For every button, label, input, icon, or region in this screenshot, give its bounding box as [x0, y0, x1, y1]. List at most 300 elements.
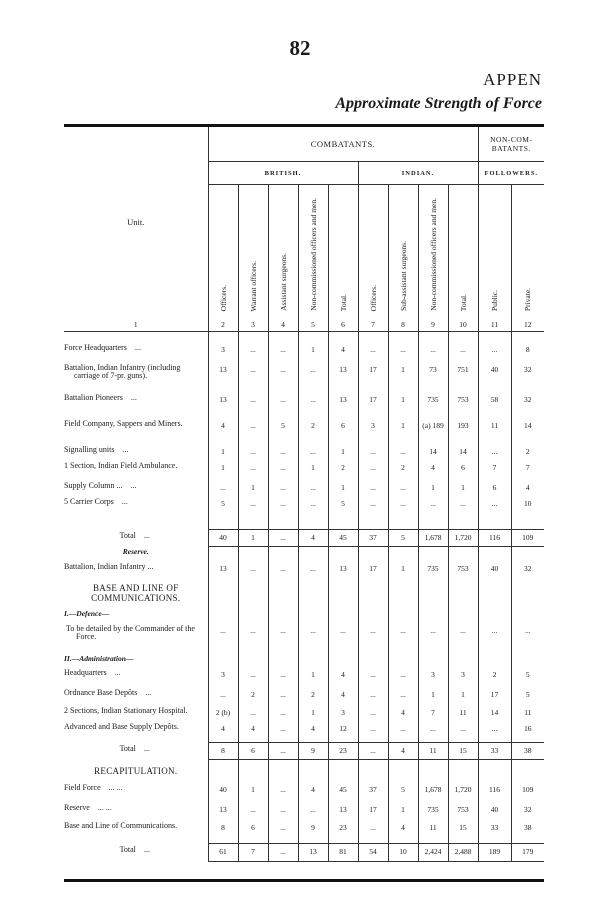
value-cell: 3 — [418, 667, 448, 687]
value-cell: 1 — [418, 687, 448, 705]
value-cell: 10 — [388, 844, 418, 862]
unit-label: 1 Section, Indian Field Ambulance. — [64, 460, 178, 470]
empty-cell — [448, 760, 478, 782]
value-cell: 4 — [208, 418, 238, 444]
table-row — [64, 667, 544, 687]
empty-cell — [478, 581, 511, 605]
table-row — [64, 820, 544, 844]
value-cell: 4 — [388, 705, 418, 721]
empty-cell — [418, 651, 448, 667]
value-cell: 116 — [478, 782, 511, 802]
leader-dots: ... — [130, 392, 137, 402]
value-cell: 13 — [208, 561, 238, 581]
table-row — [64, 418, 544, 444]
unit-label: Total — [119, 530, 136, 540]
value-cell: 2 — [511, 444, 544, 460]
value-cell: 40 — [478, 561, 511, 581]
value-cell: 40 — [478, 802, 511, 820]
column-header-label: Total. — [458, 293, 468, 311]
value-cell: 11 — [418, 743, 448, 760]
empty-cell — [511, 332, 544, 342]
value-cell: ... — [448, 342, 478, 362]
unit-cell — [64, 392, 208, 418]
value-cell: ... — [511, 623, 544, 651]
value-cell: 1 — [238, 782, 268, 802]
leader-dots: ... — [145, 687, 152, 697]
empty-cell — [328, 516, 358, 530]
value-cell: 23 — [328, 820, 358, 844]
value-cell: 4 — [328, 687, 358, 705]
value-cell: ... — [268, 743, 298, 760]
empty-cell — [328, 605, 358, 623]
value-cell: 13 — [208, 362, 238, 392]
value-cell: ... — [268, 721, 298, 743]
leader-dots: ... — [114, 667, 121, 677]
combatants-header: COMBATANTS. — [208, 127, 478, 162]
value-cell: 15 — [448, 820, 478, 844]
table-row — [64, 342, 544, 362]
value-cell: ... — [388, 496, 418, 516]
section-title: II.—Administration— — [64, 654, 134, 663]
empty-cell — [298, 516, 328, 530]
value-cell: ... — [418, 623, 448, 651]
value-cell: 4 — [328, 667, 358, 687]
value-cell: 5 — [388, 782, 418, 802]
value-cell: 751 — [448, 362, 478, 392]
empty-cell — [418, 332, 448, 342]
value-cell: 81 — [328, 844, 358, 862]
empty-cell — [448, 581, 478, 605]
column-header-label: Warrant officers. — [248, 260, 258, 311]
value-cell: ... — [388, 480, 418, 496]
value-cell: 14 — [418, 444, 448, 460]
column-header — [388, 185, 418, 318]
value-cell: 4 — [388, 743, 418, 760]
table-row — [64, 444, 544, 460]
unit-label: Battalion, Indian Infantry ... — [64, 561, 154, 571]
value-cell: ... — [208, 623, 238, 651]
value-cell: ... — [358, 496, 388, 516]
empty-cell — [358, 760, 388, 782]
empty-cell — [238, 547, 268, 561]
value-cell: ... — [238, 444, 268, 460]
column-header — [208, 185, 238, 318]
value-cell: ... — [478, 342, 511, 362]
value-cell: 735 — [418, 392, 448, 418]
column-header-label: Assistant surgeons. — [278, 253, 288, 311]
value-cell: 17 — [358, 561, 388, 581]
empty-cell — [478, 332, 511, 342]
value-cell: 1 — [238, 480, 268, 496]
empty-cell — [268, 581, 298, 605]
empty-cell — [268, 651, 298, 667]
leader-dots: ... ... — [108, 782, 123, 792]
empty-cell — [268, 605, 298, 623]
value-cell: 1,678 — [418, 782, 448, 802]
value-cell: ... — [358, 705, 388, 721]
value-cell: ... — [298, 362, 328, 392]
empty-cell — [208, 651, 238, 667]
table-row — [64, 392, 544, 418]
unit-label: Reserve — [64, 802, 90, 812]
unit-cell — [64, 362, 208, 392]
value-cell: 5 — [328, 496, 358, 516]
empty-cell — [208, 547, 238, 561]
value-cell: 2 — [328, 460, 358, 480]
column-header — [478, 185, 511, 318]
value-cell: 6 — [238, 743, 268, 760]
value-cell: 2 — [298, 687, 328, 705]
value-cell: 13 — [298, 844, 328, 862]
value-cell: 14 — [478, 705, 511, 721]
value-cell: 1,678 — [418, 530, 448, 547]
strength-table — [64, 127, 544, 862]
value-cell: 1,720 — [448, 782, 478, 802]
value-cell: ... — [238, 362, 268, 392]
column-number: 6 — [328, 317, 358, 332]
value-cell: 189 — [478, 844, 511, 862]
value-cell: ... — [268, 362, 298, 392]
empty-cell — [418, 516, 448, 530]
appendix-heading: APPEN — [483, 70, 542, 89]
value-cell: 735 — [418, 802, 448, 820]
value-cell: ... — [358, 667, 388, 687]
value-cell: ... — [388, 721, 418, 743]
leader-dots: ... — [122, 444, 129, 454]
value-cell: 4 — [328, 342, 358, 362]
empty-cell — [298, 332, 328, 342]
value-cell: 33 — [478, 820, 511, 844]
value-cell: 193 — [448, 418, 478, 444]
section-title: Reserve. — [122, 546, 149, 556]
empty-cell — [448, 651, 478, 667]
unit-cell — [64, 623, 208, 651]
value-cell: 1 — [388, 392, 418, 418]
value-cell: ... — [268, 496, 298, 516]
value-cell: 753 — [448, 802, 478, 820]
value-cell: 40 — [208, 782, 238, 802]
unit-label: 5 Carrier Corps — [64, 496, 114, 506]
value-cell: 32 — [511, 392, 544, 418]
value-cell: 4 — [388, 820, 418, 844]
column-header — [448, 185, 478, 318]
value-cell: ... — [268, 480, 298, 496]
empty-cell — [328, 651, 358, 667]
empty-cell — [268, 760, 298, 782]
value-cell: 2,488 — [448, 844, 478, 862]
unit-cell — [64, 802, 208, 820]
value-cell: 33 — [478, 743, 511, 760]
total-row — [64, 844, 544, 862]
value-cell: 61 — [208, 844, 238, 862]
value-cell: 5 — [388, 530, 418, 547]
table-row — [64, 480, 544, 496]
column-header — [358, 185, 388, 318]
unit-cell — [64, 561, 208, 581]
column-number: 1 — [64, 317, 208, 332]
value-cell: ... — [238, 418, 268, 444]
table-row — [64, 782, 544, 802]
empty-cell — [358, 547, 388, 561]
empty-cell — [208, 516, 238, 530]
column-header-label: Public. — [490, 289, 500, 311]
section-title-row — [64, 760, 544, 782]
value-cell: 16 — [511, 721, 544, 743]
column-number: 9 — [418, 317, 448, 332]
value-cell: ... — [208, 480, 238, 496]
value-cell: 1 — [388, 418, 418, 444]
value-cell: ... — [268, 392, 298, 418]
empty-cell — [298, 605, 328, 623]
value-cell: ... — [298, 496, 328, 516]
value-cell: 4 — [238, 721, 268, 743]
value-cell: 109 — [511, 782, 544, 802]
value-cell: 3 — [208, 342, 238, 362]
empty-cell — [64, 516, 208, 530]
empty-cell — [328, 581, 358, 605]
value-cell: ... — [298, 802, 328, 820]
empty-cell — [238, 605, 268, 623]
unit-label: Force Headquarters — [64, 342, 127, 352]
column-header-label: Private. — [523, 287, 533, 311]
value-cell: 1 — [328, 480, 358, 496]
empty-cell — [478, 651, 511, 667]
empty-cell — [238, 760, 268, 782]
empty-cell — [328, 547, 358, 561]
leader-dots: ... — [143, 743, 150, 753]
empty-cell — [388, 651, 418, 667]
value-cell: ... — [418, 342, 448, 362]
value-cell: ... — [358, 460, 388, 480]
value-cell: ... — [238, 342, 268, 362]
value-cell: ... — [238, 496, 268, 516]
unit-cell — [64, 342, 208, 362]
value-cell: ... — [358, 623, 388, 651]
value-cell: 17 — [478, 687, 511, 705]
section-title-row — [64, 651, 544, 667]
empty-cell — [511, 581, 544, 605]
value-cell: 2,424 — [418, 844, 448, 862]
leader-dots: ... ... — [97, 802, 112, 812]
empty-cell — [448, 547, 478, 561]
value-cell: 4 — [418, 460, 448, 480]
section-title: BASE AND LINE OF COMMUNICATIONS. — [91, 582, 181, 603]
column-header — [268, 185, 298, 318]
value-cell: 12 — [328, 721, 358, 743]
value-cell: 2 — [238, 687, 268, 705]
unit-label: Battalion Pioneers — [64, 392, 123, 402]
empty-cell — [478, 516, 511, 530]
value-cell: 4 — [298, 782, 328, 802]
column-number: 7 — [358, 317, 388, 332]
column-header — [511, 185, 544, 318]
value-cell: 13 — [208, 802, 238, 820]
column-number: 2 — [208, 317, 238, 332]
unit-label: Ordnance Base Depôts — [64, 687, 138, 697]
value-cell: 8 — [511, 342, 544, 362]
empty-cell — [238, 516, 268, 530]
value-cell: 1 — [388, 802, 418, 820]
empty-cell — [298, 651, 328, 667]
value-cell: 17 — [358, 362, 388, 392]
empty-cell — [268, 547, 298, 561]
column-header-label: Non-commissioned officers and men. — [308, 198, 318, 311]
empty-cell — [388, 547, 418, 561]
value-cell: 38 — [511, 820, 544, 844]
value-cell: 2 (b) — [208, 705, 238, 721]
value-cell: 5 — [511, 687, 544, 705]
value-cell: 23 — [328, 743, 358, 760]
value-cell: ... — [448, 721, 478, 743]
value-cell: 1 — [238, 530, 268, 547]
empty-cell — [208, 605, 238, 623]
value-cell: ... — [268, 667, 298, 687]
value-cell: 116 — [478, 530, 511, 547]
value-cell: ... — [388, 623, 418, 651]
unit-cell — [64, 667, 208, 687]
unit-label: Advanced and Base Supply Depôts. — [64, 721, 179, 731]
value-cell: ... — [478, 623, 511, 651]
spacer-row — [64, 332, 544, 342]
value-cell: 3 — [448, 667, 478, 687]
value-cell: 7 — [418, 705, 448, 721]
value-cell: ... — [388, 342, 418, 362]
value-cell: 3 — [208, 667, 238, 687]
empty-cell — [511, 760, 544, 782]
value-cell: 1 — [298, 705, 328, 721]
empty-cell — [64, 332, 208, 342]
empty-cell — [358, 651, 388, 667]
empty-cell — [511, 516, 544, 530]
value-cell: 1 — [448, 480, 478, 496]
spacer-row — [64, 516, 544, 530]
column-header-label: Total. — [338, 293, 348, 311]
unit-cell — [64, 844, 208, 862]
value-cell: ... — [298, 444, 328, 460]
unit-label: To be detailed by the Commander of the Force. — [66, 623, 195, 641]
column-header — [298, 185, 328, 318]
indian-header: INDIAN. — [358, 162, 478, 185]
value-cell: 9 — [298, 743, 328, 760]
unit-label: Total — [119, 844, 136, 854]
value-cell: 4 — [208, 721, 238, 743]
value-cell: 735 — [418, 561, 448, 581]
empty-cell — [448, 516, 478, 530]
empty-cell — [448, 332, 478, 342]
value-cell: ... — [358, 480, 388, 496]
empty-cell — [418, 547, 448, 561]
unit-column-header: Unit. — [127, 217, 145, 227]
unit-label: Signalling units — [64, 444, 115, 454]
value-cell: 38 — [511, 743, 544, 760]
value-cell: 58 — [478, 392, 511, 418]
column-number: 12 — [511, 317, 544, 332]
unit-label: Total — [119, 743, 136, 753]
table-row — [64, 802, 544, 820]
value-cell: 13 — [328, 561, 358, 581]
value-cell: 9 — [298, 820, 328, 844]
value-cell: 753 — [448, 561, 478, 581]
empty-cell — [511, 651, 544, 667]
value-cell: (a) 189 — [418, 418, 448, 444]
value-cell: ... — [268, 687, 298, 705]
value-cell: ... — [448, 496, 478, 516]
leader-dots: ... — [130, 480, 137, 490]
value-cell: 8 — [208, 820, 238, 844]
value-cell: 11 — [511, 705, 544, 721]
table-row — [64, 561, 544, 581]
value-cell: ... — [298, 561, 328, 581]
section-title-row — [64, 605, 544, 623]
group-header-row — [64, 127, 544, 162]
column-header-label: Non-commissioned officers and men. — [428, 198, 438, 311]
column-number: 3 — [238, 317, 268, 332]
non-combatants-header: NON-COM-BATANTS. — [478, 127, 544, 162]
value-cell: ... — [238, 802, 268, 820]
british-header: BRITISH. — [208, 162, 358, 185]
value-cell: 54 — [358, 844, 388, 862]
value-cell: ... — [388, 667, 418, 687]
empty-cell — [511, 547, 544, 561]
value-cell: ... — [268, 844, 298, 862]
value-cell: ... — [268, 705, 298, 721]
empty-cell — [238, 651, 268, 667]
empty-cell — [388, 760, 418, 782]
bottom-rule — [64, 879, 544, 882]
leader-dots: ... — [121, 496, 128, 506]
value-cell: ... — [238, 623, 268, 651]
value-cell: 10 — [511, 496, 544, 516]
value-cell: 14 — [448, 444, 478, 460]
empty-cell — [478, 605, 511, 623]
value-cell: 73 — [418, 362, 448, 392]
value-cell: ... — [358, 820, 388, 844]
value-cell: 13 — [328, 362, 358, 392]
table-row — [64, 496, 544, 516]
value-cell: ... — [388, 687, 418, 705]
unit-cell — [64, 444, 208, 460]
unit-label: Headquarters — [64, 667, 107, 677]
empty-cell — [208, 581, 238, 605]
value-cell: 4 — [511, 480, 544, 496]
value-cell: 11 — [478, 418, 511, 444]
value-cell: 1 — [298, 342, 328, 362]
column-number: 10 — [448, 317, 478, 332]
value-cell: ... — [478, 444, 511, 460]
empty-cell — [298, 760, 328, 782]
unit-label: Supply Column ... — [64, 480, 123, 490]
value-cell: ... — [418, 721, 448, 743]
empty-cell — [268, 516, 298, 530]
total-row — [64, 743, 544, 760]
value-cell: ... — [268, 623, 298, 651]
unit-cell — [64, 820, 208, 844]
table-row — [64, 687, 544, 705]
value-cell: ... — [268, 820, 298, 844]
value-cell: 1 — [388, 362, 418, 392]
unit-label: Field Company, Sappers and Miners. — [64, 418, 183, 428]
empty-cell — [478, 760, 511, 782]
unit-label: Battalion, Indian Infantry (including carriage of 7-pr. guns). — [64, 362, 181, 380]
value-cell: 7 — [238, 844, 268, 862]
value-cell: ... — [358, 687, 388, 705]
empty-cell — [511, 605, 544, 623]
value-cell: 2 — [298, 418, 328, 444]
value-cell: 179 — [511, 844, 544, 862]
column-number: 5 — [298, 317, 328, 332]
value-cell: 5 — [208, 496, 238, 516]
unit-cell — [64, 460, 208, 480]
